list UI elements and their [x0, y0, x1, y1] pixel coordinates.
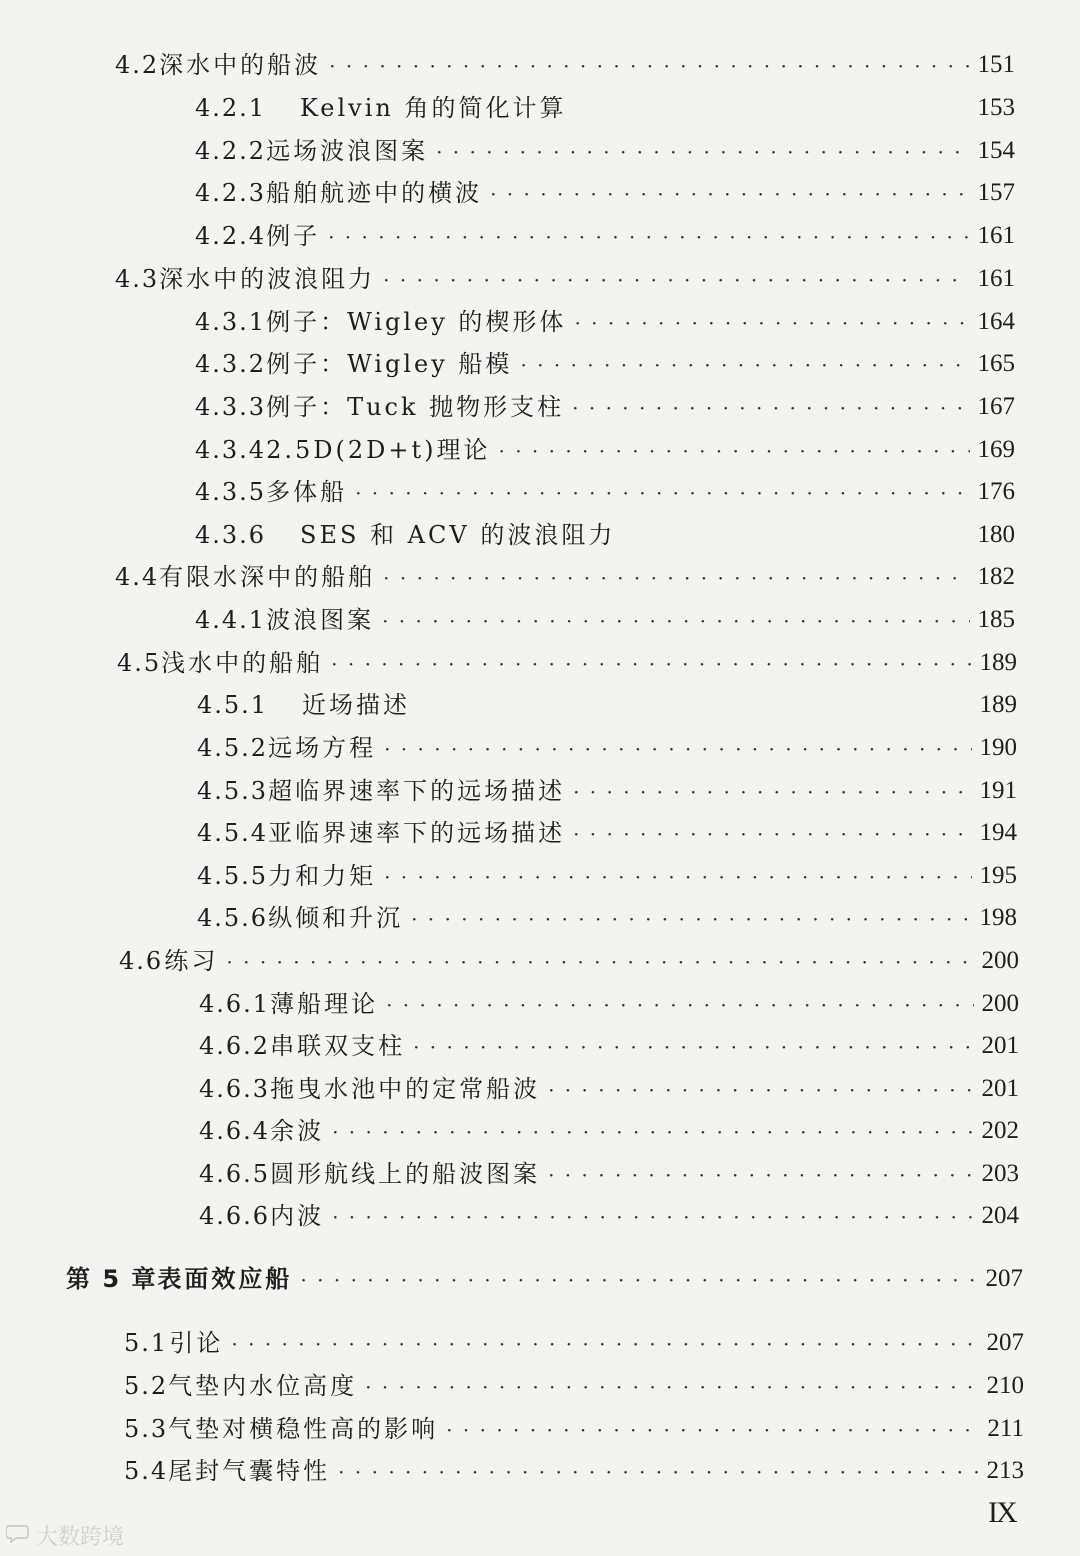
section-number: 4.2.1: [195, 94, 267, 122]
dot-leader: [411, 904, 1017, 934]
page-number: 157: [970, 178, 1016, 208]
page-number: 211: [979, 1414, 1024, 1444]
toc-entry[interactable]: [195, 307, 1015, 338]
section-title: SES 和 ACV 的波浪阻力: [300, 521, 616, 549]
dot-leader: [573, 777, 1017, 807]
section-number: 4.3.6: [195, 521, 267, 549]
section-title: 有限水深中的船舶: [159, 563, 376, 591]
dot-leader: [572, 393, 1015, 423]
page-number: 195: [972, 861, 1018, 891]
dot-leader: [226, 947, 1019, 977]
toc-entry[interactable]: [197, 903, 1017, 934]
page-number: 151: [970, 50, 1016, 80]
section-number: 4.5.3: [197, 777, 269, 805]
section-title: 亚临界速率下的远场描述: [268, 819, 566, 847]
dot-leader: [384, 734, 1017, 764]
section-number: 4.5: [117, 649, 162, 677]
section-number: 4.6.3: [199, 1075, 271, 1103]
toc-entry[interactable]: [195, 477, 1015, 508]
section-number: 4.3.4: [195, 436, 267, 464]
chapter-title: 表面效应船: [157, 1265, 293, 1293]
dot-leader: [331, 649, 1017, 679]
page-number: 207: [979, 1328, 1025, 1358]
page-folio: IX: [988, 1496, 1016, 1529]
page-number: 198: [972, 903, 1018, 933]
section-title: 波浪图案: [266, 606, 375, 634]
page-number: 154: [970, 136, 1016, 166]
dot-leader: [520, 350, 1015, 380]
toc-entry[interactable]: [199, 1159, 1019, 1190]
toc-entry[interactable]: [199, 1031, 1019, 1062]
toc-entry[interactable]: [197, 776, 1017, 807]
toc-entry[interactable]: [124, 1414, 1024, 1445]
dot-leader: [231, 1329, 1024, 1359]
dot-leader: [382, 606, 1015, 636]
dot-leader: [573, 819, 1017, 849]
toc-entry[interactable]: [195, 520, 1015, 550]
section-title: 例子: [266, 222, 321, 250]
chapter-number: 第 5 章: [66, 1265, 158, 1293]
section-title: 远场波浪图案: [266, 137, 429, 165]
page-number: 189: [972, 648, 1018, 678]
page-number: 203: [974, 1159, 1020, 1189]
dot-leader: [574, 308, 1015, 338]
section-number: 4.6.1: [199, 990, 271, 1018]
dot-leader: [365, 1372, 1024, 1402]
section-title: 纵倾和升沉: [268, 904, 404, 932]
page-number: 165: [970, 349, 1016, 379]
section-title: 串联双支柱: [270, 1032, 406, 1060]
section-number: 4.2.3: [195, 179, 267, 207]
toc-entry[interactable]: [195, 392, 1015, 423]
dot-leader: [300, 1265, 1023, 1295]
dot-leader: [332, 1117, 1019, 1147]
toc-entry[interactable]: [197, 733, 1017, 764]
toc-entry[interactable]: [199, 1074, 1019, 1105]
dot-leader: [490, 179, 1015, 209]
section-number: 5.3: [124, 1415, 169, 1443]
toc-entry[interactable]: [124, 1456, 1024, 1487]
toc-entry[interactable]: [195, 93, 1015, 123]
section-number: 4.3.1: [195, 308, 267, 336]
section-title: 浅水中的船舶: [161, 649, 324, 677]
toc-entry[interactable]: [197, 690, 1017, 720]
page-number: 204: [974, 1201, 1020, 1231]
page-number: 176: [970, 477, 1016, 507]
section-number: 4.3.5: [195, 478, 267, 506]
dot-leader: [338, 1457, 1024, 1487]
toc-entry[interactable]: [115, 50, 1015, 81]
chat-bubble-icon: [6, 1523, 32, 1548]
dot-leader: [329, 51, 1015, 81]
dot-leader: [548, 1160, 1019, 1190]
section-title: 深水中的波浪阻力: [159, 265, 376, 293]
toc-entry[interactable]: [115, 264, 1015, 295]
toc-entry[interactable]: [199, 1116, 1019, 1147]
section-title: 引论: [169, 1329, 224, 1357]
watermark: [6, 1520, 124, 1551]
page-number: 180: [970, 520, 1016, 550]
section-title: 薄船理论: [270, 990, 379, 1018]
dot-leader: [413, 1032, 1019, 1062]
section-number: 4.3.2: [195, 350, 267, 378]
section-number: 4.4.1: [195, 606, 267, 634]
section-title: 力和力矩: [268, 862, 377, 890]
section-title: 例子：Wigley 的楔形体: [266, 308, 567, 336]
dot-leader: [355, 478, 1015, 508]
section-number: 4.2.4: [195, 222, 267, 250]
page-number: 189: [972, 690, 1018, 720]
page-number: 161: [970, 221, 1016, 251]
page-number: 167: [970, 392, 1016, 422]
section-title: 超临界速率下的远场描述: [268, 777, 566, 805]
section-number: 4.3.3: [195, 393, 267, 421]
section-title: 2.5D(2D+t)理论: [266, 436, 491, 464]
page-number: 190: [972, 733, 1018, 763]
page-number: 207: [978, 1264, 1024, 1294]
dot-leader: [498, 436, 1015, 466]
page-number: 210: [979, 1371, 1025, 1401]
toc-entry[interactable]: [197, 861, 1017, 892]
page-number: 191: [972, 776, 1018, 806]
dot-leader: [332, 1202, 1019, 1232]
section-number: 5.2: [124, 1372, 169, 1400]
section-number: 4.5.6: [197, 904, 269, 932]
dot-leader: [383, 563, 1015, 593]
section-title: 近场描述: [302, 691, 410, 719]
section-number: 4.5.1: [197, 691, 269, 719]
toc-entry[interactable]: [197, 818, 1017, 849]
section-number: 4.5.2: [197, 734, 269, 762]
toc-entry[interactable]: [195, 605, 1015, 636]
toc-entry[interactable]: [199, 1201, 1019, 1232]
page-number: 194: [972, 818, 1018, 848]
section-number: 4.6.2: [199, 1032, 271, 1060]
section-title: 拖曳水池中的定常船波: [270, 1075, 541, 1103]
toc-entry-chapter[interactable]: [66, 1264, 1023, 1295]
toc-entry[interactable]: [119, 946, 1019, 977]
page-number: 200: [974, 989, 1020, 1019]
dot-leader: [386, 990, 1019, 1020]
section-number: 4.2.2: [195, 137, 267, 165]
page-number: 201: [974, 1031, 1020, 1061]
section-number: 4.6.6: [199, 1202, 271, 1230]
section-number: 4.6.5: [199, 1160, 271, 1188]
dot-leader: [548, 1075, 1019, 1105]
watermark-text: 大数跨境: [36, 1525, 125, 1550]
toc-entry[interactable]: [117, 648, 1017, 679]
section-number: 4.2: [115, 51, 160, 79]
section-number: 4.5.4: [197, 819, 269, 847]
page-number: 164: [970, 307, 1016, 337]
dot-leader: [446, 1415, 1024, 1445]
section-title: 深水中的船波: [159, 51, 322, 79]
section-title: 练习: [164, 947, 219, 975]
section-title: 圆形航线上的船波图案: [270, 1160, 541, 1188]
section-title: 气垫对横稳性高的影响: [168, 1415, 439, 1443]
toc-entry[interactable]: [124, 1328, 1024, 1359]
page-number: 153: [970, 93, 1016, 123]
page-number: 182: [970, 562, 1016, 592]
section-title: 余波: [270, 1117, 325, 1145]
page-number: 161: [970, 264, 1016, 294]
section-title: 例子：Wigley 船模: [266, 350, 513, 378]
toc-entry[interactable]: [195, 221, 1015, 252]
page-number: 201: [974, 1074, 1020, 1104]
dot-leader: [436, 137, 1015, 167]
toc-entry[interactable]: [124, 1371, 1024, 1402]
toc-entry[interactable]: [195, 136, 1015, 167]
section-number: 4.6.4: [199, 1117, 271, 1145]
section-title: 气垫内水位高度: [168, 1372, 358, 1400]
section-title: Kelvin 角的简化计算: [300, 94, 567, 122]
toc-entry[interactable]: [195, 349, 1015, 380]
dot-leader: [384, 862, 1017, 892]
page-number: 169: [970, 435, 1016, 465]
section-title: 船舶航迹中的横波: [266, 179, 483, 207]
section-number: 5.1: [124, 1329, 169, 1357]
section-title: 远场方程: [268, 734, 377, 762]
toc-entry[interactable]: [195, 178, 1015, 209]
section-title: 内波: [270, 1202, 325, 1230]
section-number: 4.3: [115, 265, 160, 293]
section-title: 尾封气囊特性: [168, 1457, 331, 1485]
page-number: 185: [970, 605, 1016, 635]
dot-leader: [383, 265, 1015, 295]
page-number: 200: [974, 946, 1020, 976]
section-number: 4.5.5: [197, 862, 269, 890]
section-number: 4.4: [115, 563, 160, 591]
section-number: 4.6: [119, 947, 164, 975]
section-title: 多体船: [266, 478, 348, 506]
dot-leader: [328, 222, 1015, 252]
section-title: 例子：Tuck 抛物形支柱: [266, 393, 565, 421]
toc-entry[interactable]: [195, 435, 1015, 466]
toc-entry[interactable]: [115, 562, 1015, 593]
page-number: 213: [979, 1456, 1025, 1486]
page-number: 202: [974, 1116, 1020, 1146]
toc-entry[interactable]: [199, 989, 1019, 1020]
section-number: 5.4: [124, 1457, 169, 1485]
